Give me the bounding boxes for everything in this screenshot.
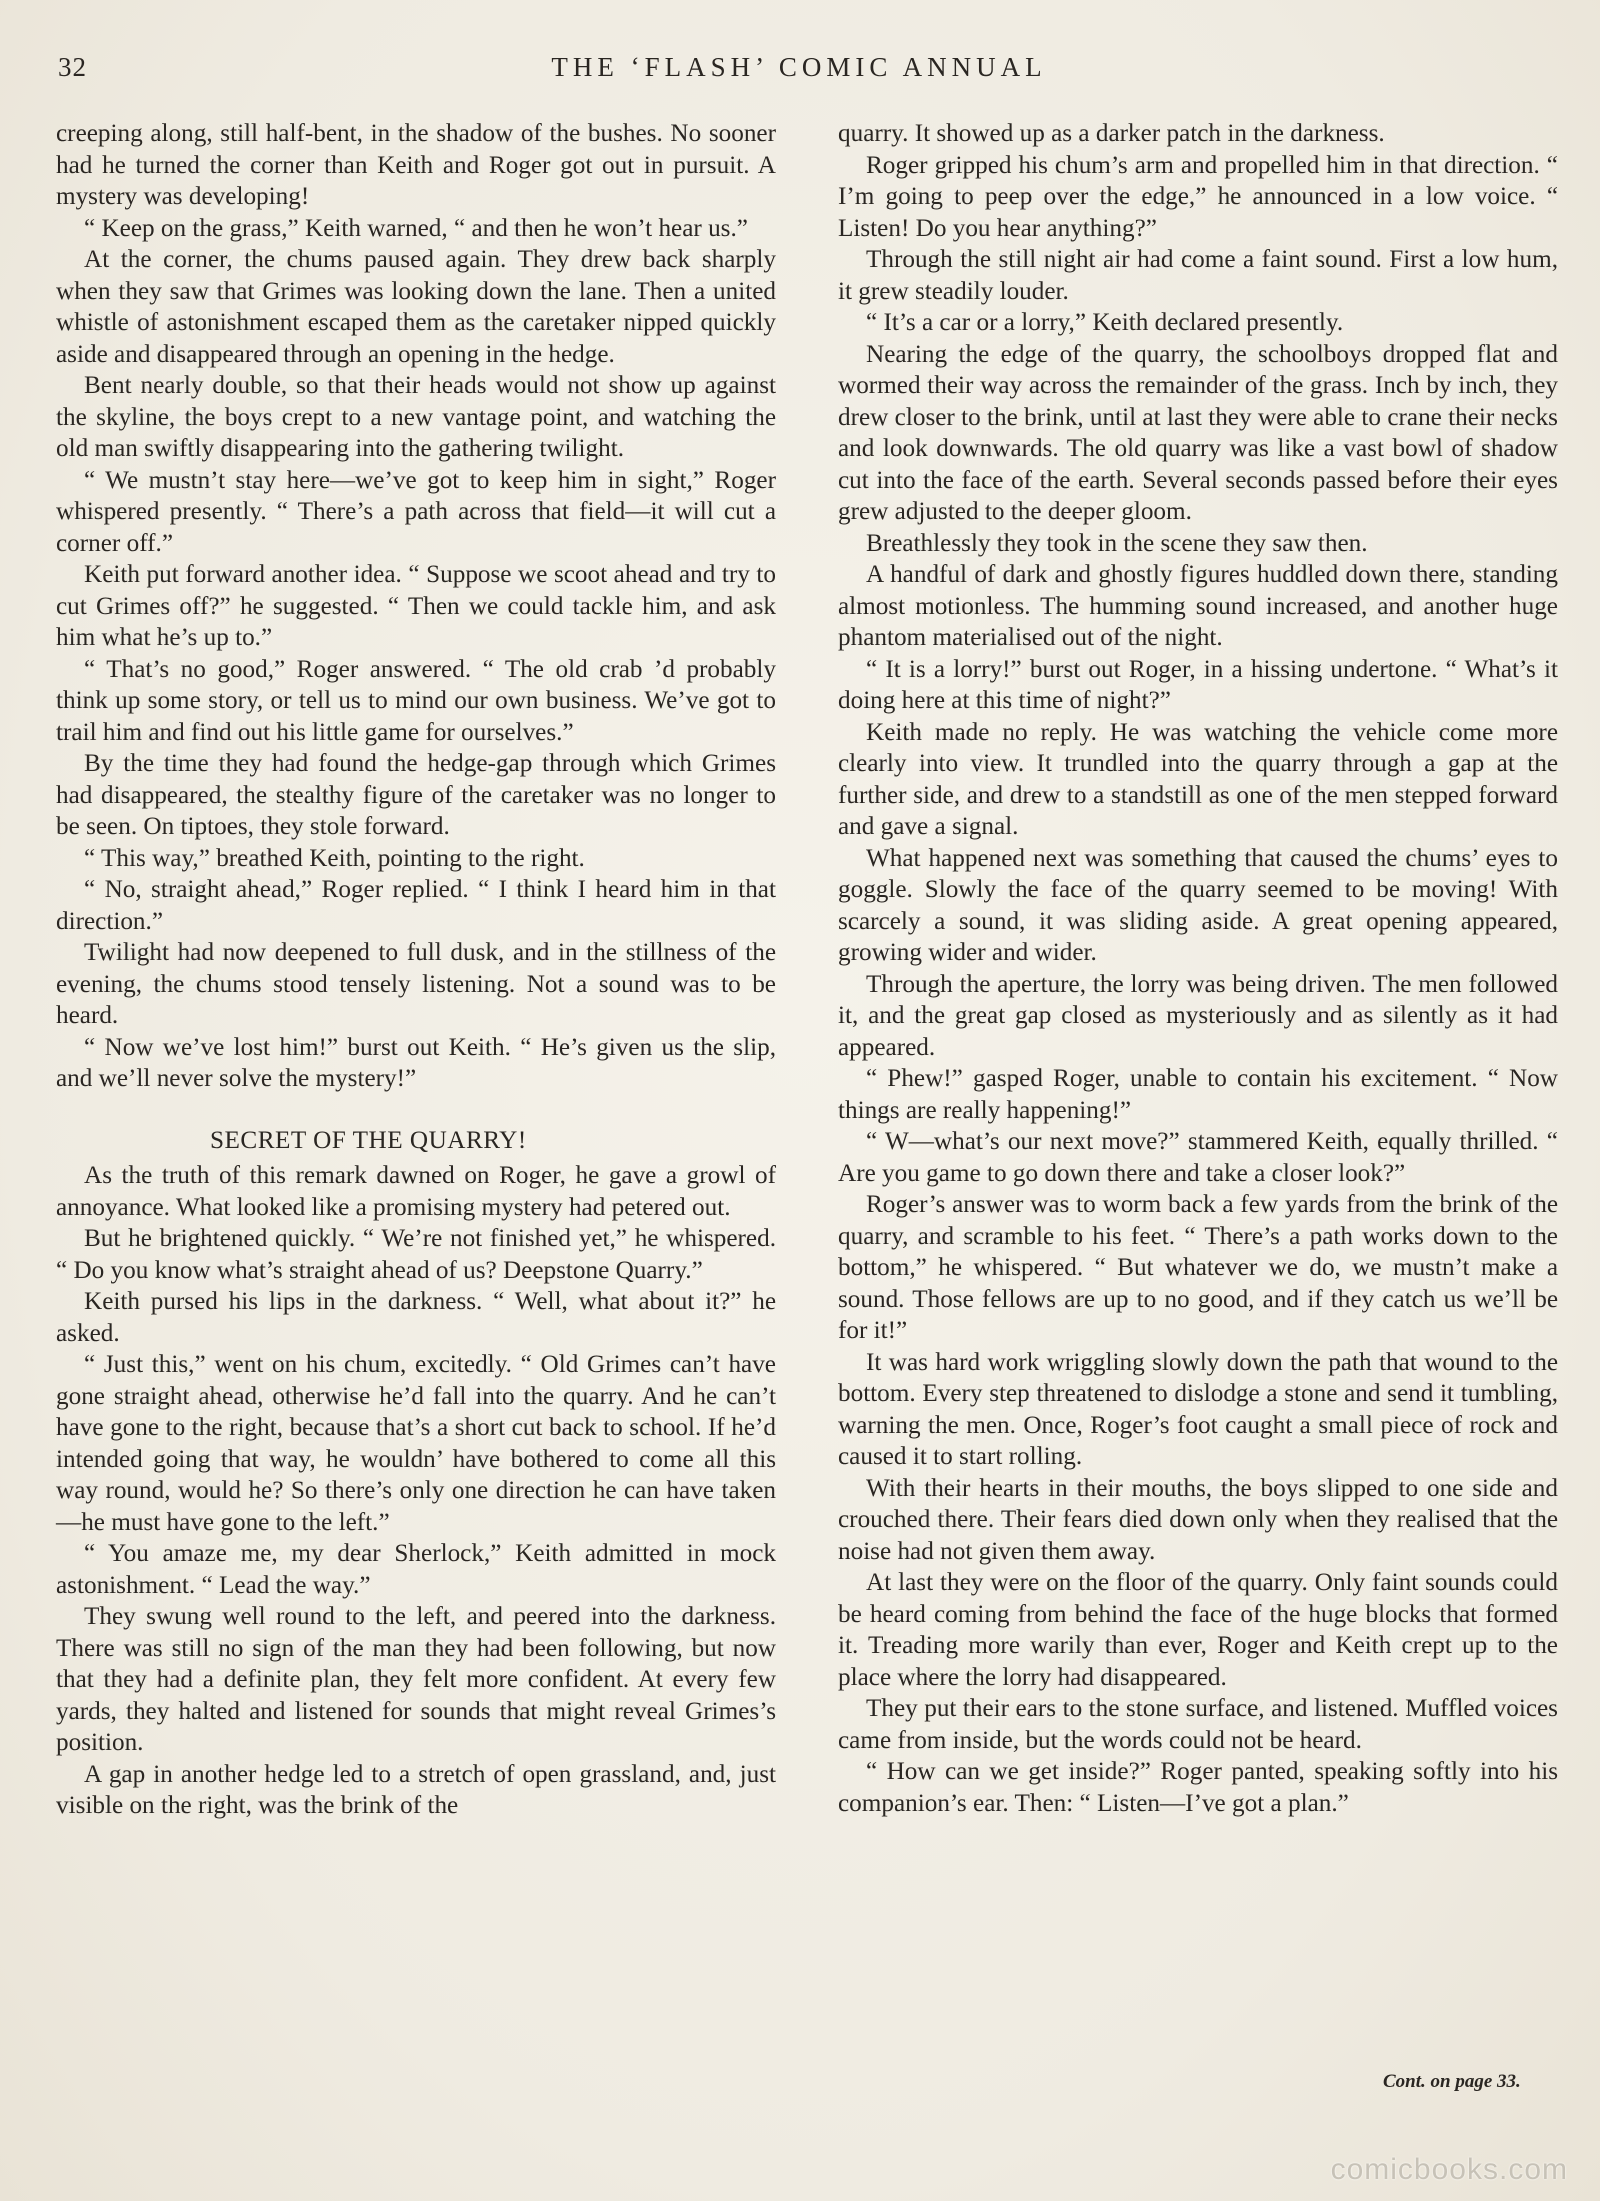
story-paragraph: “ Keep on the grass,” Keith warned, “ and then he won’t hear us.” [84,214,748,242]
story-paragraph: At last they were on the floor of the quarry. Only faint sounds could be heard coming from behind the face of the huge blocks that formed it. Treading more warily than ever, Roger and Keith crept up to the place where the lorry had disappeared. [838,1569,1558,1691]
story-paragraph: They put their ears to the stone surface, and listened. Muffled voices came from inside, but the words could not be heard. [838,1695,1558,1754]
story-paragraph: By the time they had found the hedge-gap through which Grimes had disappeared, the stealthy figure of the caretaker was no longer to be seen. On tiptoes, they stole forward. [56,750,776,840]
story-paragraph: Through the still night air had come a faint sound. First a low hum, it grew steadily louder. [838,246,1558,305]
page-header [58,52,1540,92]
left-column [56,118,776,1822]
story-paragraph: “ Now we’ve lost him!” burst out Keith. “ He’s given us the slip, and we’ll never solve the mystery!” [56,1033,776,1092]
story-paragraph: “ It is a lorry!” burst out Roger, in a hissing undertone. “ What’s it doing here at this time of night?” [838,655,1558,714]
story-paragraph: A handful of dark and ghostly figures huddled down there, standing almost motionless. The humming sound increased, and another huge phantom materialised out of the night. [838,561,1558,651]
story-paragraph: “ W—what’s our next move?” stammered Keith, equally thrilled. “ Are you game to go down there and take a closer look?” [838,1128,1558,1187]
story-paragraph: With their hearts in their mouths, the boys slipped to one side and crouched there. Their fears died down only when they realised that the noise had not given them away. [838,1474,1558,1565]
story-paragraph: Keith made no reply. He was watching the vehicle come more clearly into view. It trundled into the quarry through a gap at the further side, and drew to a standstill as one of the men stepped forward and gave a signal. [838,718,1558,840]
running-title: THE ‘FLASH’ COMIC ANNUAL [551,52,1047,82]
story-paragraph: What happened next was something that caused the chums’ eyes to goggle. Slowly the face of the quarry seemed to be moving! With scarcely a sound, it was sliding aside. A great opening appeared, growing wider and wider. [838,844,1558,966]
story-paragraph: Nearing the edge of the quarry, the schoolboys dropped flat and wormed their way across the remainder of the grass. Inch by inch, they drew closer to the brink, until at last they were able to crane their necks and look downwards. The old quarry was like a vast bowl of shadow cut into the face of the earth. Several seconds passed before their eyes grew adjusted to the deeper gloom. [838,340,1558,525]
section-heading: SECRET OF THE QUARRY! [210,1126,527,1154]
continued-note: Cont. on page 33. [1383,2071,1521,2092]
story-paragraph: “ How can we get inside?” Roger panted, speaking softly into his companion’s ear. Then: “ Listen—I’ve got a plan.” [838,1758,1558,1817]
story-paragraph: Keith pursed his lips in the darkness. “ Well, what about it?” he asked. [56,1288,776,1347]
story-paragraph: “ You amaze me, my dear Sherlock,” Keith admitted in mock astonishment. “ Lead the way.” [56,1540,776,1599]
story-paragraph: Twilight had now deepened to full dusk, and in the stillness of the evening, the chums stood tensely listening. Not a sound was to be heard. [56,939,776,1029]
story-paragraph: Breathlessly they took in the scene they saw then. [866,529,1368,557]
story-paragraph: A gap in another hedge led to a stretch of open grassland, and, just visible on the right, was the brink of the [56,1760,776,1819]
right-column [838,118,1558,1819]
story-paragraph: At the corner, the chums paused again. They drew back sharply when they saw that Grimes was looking down the lane. Then a united whistle of astonishment escaped them as the caretaker nipped quickly aside and disappeared through an opening in the hedge. [56,246,776,368]
site-watermark: comicbooks.com [1330,2153,1568,2186]
story-paragraph: It was hard work wriggling slowly down the path that wound to the bottom. Every step threatened to dislodge a stone and send it tumbling, warning the men. Once, Roger’s foot caught a small piece of rock and caused it to start rolling. [838,1348,1558,1470]
story-paragraph: Roger’s answer was to worm back a few yards from the brink of the quarry, and scramble to his feet. “ There’s a path works down to the bottom,” he whispered. “ But whatever we do, we mustn’t make a sound. Those fellows are up to no good, and if they catch us we’ll be for it!” [838,1191,1558,1344]
story-paragraph: As the truth of this remark dawned on Roger, he gave a growl of annoyance. What looked like a promising mystery had petered out. [56,1162,776,1221]
story-paragraph: Keith put forward another idea. “ Suppose we scoot ahead and try to cut Grimes off?” he suggested. “ Then we could tackle him, and ask him what he’s up to.” [56,561,776,651]
story-paragraph: Roger gripped his chum’s arm and propelled him in that direction. “ I’m going to peep over the edge,” he announced in a low voice. “ Listen! Do you hear anything?” [838,151,1558,242]
story-paragraph: creeping along, still half-bent, in the shadow of the bushes. No sooner had he turned the corner than Keith and Roger got out in pursuit. A mystery was developing! [56,120,776,210]
story-paragraph: “ Just this,” went on his chum, excitedly. “ Old Grimes can’t have gone straight ahead, otherwise he’d fall into the quarry. And he can’t have gone to the right, because that’s a short cut back to school. If he’d intended going that way, he wouldn’ have bothered to come all this way round, would he? So there’s only one direction he can have taken—he must have gone to the left.” [56,1351,776,1536]
story-paragraph: “ It’s a car or a lorry,” Keith declared presently. [866,309,1344,336]
story-paragraph: “ No, straight ahead,” Roger replied. “ I think I heard him in that direction.” [56,876,776,935]
story-paragraph: “ We mustn’t stay here—we’ve got to keep him in sight,” Roger whispered presently. “ There’s a path across that field—it will cut a corner off.” [56,466,776,557]
story-paragraph: Through the aperture, the lorry was being driven. The men followed it, and the great gap closed as mysteriously and as silently as it had appeared. [838,970,1558,1061]
story-paragraph: “ That’s no good,” Roger answered. “ The old crab ’d probably think up some story, or tell us to mind our own business. We’ve got to trail him and find out his little game for ourselves.” [56,655,776,746]
story-paragraph: Bent nearly double, so that their heads would not show up against the skyline, the boys crept to a new vantage point, and watching the old man swiftly disappearing into the gathering twilight. [56,372,776,462]
story-paragraph: quarry. It showed up as a darker patch in the darkness. [838,120,1385,147]
story-paragraph: “ This way,” breathed Keith, pointing to the right. [84,844,585,872]
page-number: 32 [58,52,87,82]
story-paragraph: “ Phew!” gasped Roger, unable to contain his excitement. “ Now things are really happening!” [838,1065,1558,1124]
story-paragraph: They swung well round to the left, and peered into the darkness. There was still no sign of the man they had been following, but now that they had a definite plan, they felt more confident. At every few yards, they halted and listened for sounds that might reveal Grimes’s position. [56,1603,776,1756]
story-paragraph: But he brightened quickly. “ We’re not finished yet,” he whispered. “ Do you know what’s straight ahead of us? Deepstone Quarry.” [56,1225,776,1284]
